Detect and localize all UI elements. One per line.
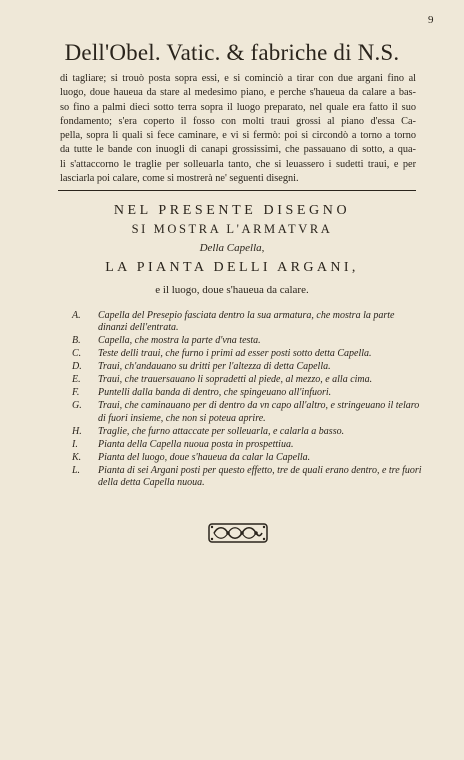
legend-text: Traui, ch'andauano su dritti per l'altezza di detta Capella. [98,361,331,373]
body-paragraph [60,72,416,186]
legend-key: A. [72,310,81,321]
body-line: pella, sopra li quali si fece caminare, e vi si fermò: poi si circondò a torno a torno [60,130,416,142]
legend-key: C. [72,348,82,360]
legend-text: Teste delli traui, che furno i primi ad esser posti sotto detta Capella. [98,348,372,360]
legend-item [72,439,422,451]
legend-item [72,452,422,464]
legend-text: Traui, che trauersauano li sopradetti al piede, al mezzo, e alla cima. [98,374,373,386]
legend-key: E. [72,374,81,386]
page-number: 9 [428,14,434,26]
body-line: luogo, doue haueua da stare al medesimo piano, e perche s'haueua da calare a bas- [60,87,416,99]
legend-text: Capella del Presepio fasciata dentro la sua armatura, che mostra la parte dinanzi dell'entrata. [98,310,395,334]
legend-item [72,348,422,360]
legend-item [72,426,422,438]
legend-text: Puntelli dalla banda di dentro, che spingeuano all'infuori. [98,387,332,399]
legend-item [72,310,422,335]
body-line: di tagliare; si trouò posta sopra essi, e si cominciò a tirar con due argani fino al [60,73,416,84]
legend-text: Pianta del luogo, doue s'haueua da calar la Capella. [98,451,311,463]
section-divider [58,190,416,191]
legend-key: L. [72,464,81,476]
legend-key: K. [72,451,82,463]
legend-text: Pianta della Capella nuoua posta in prospettiua. [98,438,294,450]
body-line: li s'attaccorno le traglie per solleuarla tanto, che si leuassero i sudetti traui, e per [60,158,416,170]
legend-key: I. [72,438,78,450]
body-line: lasciarla poi calare, come si mostrerà ne' seguenti disegni. [60,173,299,185]
heading-line-4: LA PIANTA DELLI ARGANI, [105,260,359,275]
heading-line-2: SI MOSTRA L'ARMATVRA [131,222,333,236]
running-title: Dell'Obel. Vatic. & fabriche di N.S. [64,40,400,65]
legend-key: H. [72,425,82,437]
legend-item [72,400,422,425]
legend-list [72,310,422,490]
legend-key: D. [72,361,82,373]
legend-item [72,387,422,399]
legend-text: Traglie, che furno attaccate per solleuarla, e calarla a basso. [98,425,345,437]
legend-key: B. [72,335,81,347]
body-line: fondamento; s'era coperto il fosso con molti traui grossi al piano d'essa Ca- [60,115,416,127]
legend-item [72,335,422,347]
heading-line-3: Della Capella, [199,242,265,254]
body-line: da tutte le bande con inuogli di canapi grossissimi, che passauano di sotto, a qua- [60,144,416,156]
legend-item [72,361,422,373]
legend-item [72,374,422,386]
legend-text: Pianta di sei Argani posti per questo effetto, tre de quali erano dentro, e tre fuori della detta Capella nuoua. [98,464,422,489]
legend-key: G. [72,400,82,412]
legend-text: Traui, che caminauano per di dentro da vn capo all'altro, e stringeuano il telaro di fuori insieme, che non si poteua aprire. [98,400,420,424]
heading-line-1: NEL PRESENTE DISEGNO [113,203,351,218]
body-line: so fino a palmi dieci sotto terra sopra il luogo preparato, nel quale era fatto il suo [60,101,416,113]
legend-item [72,465,422,490]
legend-key: F. [72,387,80,399]
legend-text: Capella, che mostra la parte d'vna testa. [98,335,261,347]
printer-ornament-icon [208,521,268,545]
heading-line-5: e il luogo, doue s'haueua da calare. [155,284,309,296]
